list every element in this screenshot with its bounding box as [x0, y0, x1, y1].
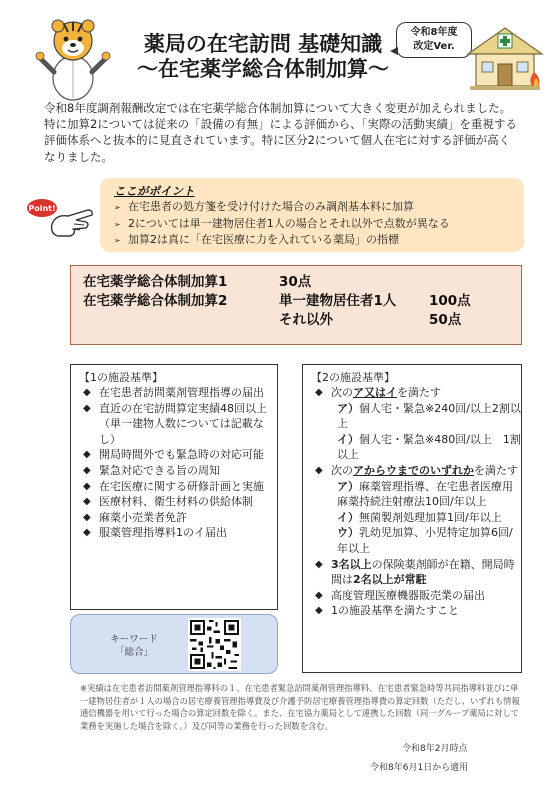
- key-points-title: ここがポイント: [114, 184, 195, 198]
- standard-item: ◆ 次のアからウまでのいずれかを満たす: [315, 463, 518, 477]
- footnote-text: ※実績は在宅患者訪問薬剤管理指導料の１、在宅患者緊急訪問薬剤管理指導料、在宅患者緊急時等共同指導料並びに単一建物居住者が１人の場合の居宅療養管理指導費及び介護予防居宅療養管理指導費の算定回数（ただし、いずれも情報通信機器を用いて行った場合の算定回数を除く。また、在宅協力薬局として連携した回数（同一グループ薬局に対して業務を実施した場合を除く。）及び同等の業務を行った回数を含む。: [80, 683, 520, 731]
- pharmacy-building-icon: [462, 22, 548, 96]
- standard-item: ◆ 開局時間外でも緊急時の対応可能: [83, 448, 264, 462]
- standard-sub-item: ア）個人宅・緊急※240回/以上2割以上: [337, 401, 521, 431]
- standard-item: ◆ 服薬管理指導料1のイ届出: [83, 526, 227, 540]
- as-of-date: 令和8年2月時点: [402, 744, 468, 754]
- key-point-item: ➢ 加算2は真に「在宅医療に力を入れている薬局」の指標: [114, 232, 524, 249]
- key-point-item: ➢ 在宅患者の処方箋を受け付けた場合のみ調剤基本料に加算: [114, 199, 524, 216]
- diamond-bullet-icon: ◆: [83, 511, 91, 523]
- effective-date: 令和8年6月1日から適用: [370, 763, 469, 773]
- keyword-box: [70, 614, 278, 674]
- diamond-bullet-icon: ◆: [83, 464, 91, 476]
- keyword-label: キーワード 「総合」: [110, 634, 158, 658]
- standard-item: ◆ 直近の在宅訪問算定実績48回以上（単一建物人数については記載なし）: [83, 401, 267, 446]
- diamond-bullet-icon: ◆: [83, 527, 91, 539]
- facility-standards-1-box: [70, 364, 278, 610]
- page-title: [118, 32, 408, 82]
- standard-sub-item: ウ）乳幼児加算、小児特定加算6回/年以上: [337, 526, 513, 555]
- diamond-bullet-icon: ◆: [83, 387, 91, 398]
- addition-2-points-other: 50点: [429, 312, 462, 328]
- addition-row-3: [83, 311, 521, 330]
- diamond-bullet-icon: ◆: [83, 480, 91, 492]
- diamond-bullet-icon: ◆: [83, 496, 91, 508]
- title-line-1: 薬局の在宅訪問 基礎知識: [143, 32, 383, 56]
- arrow-right-icon: ➢: [114, 236, 121, 245]
- badge-line-2: 改定Ver.: [413, 41, 455, 52]
- addition-2-points-single: 100点: [429, 293, 471, 309]
- standard-item: ◆ 麻薬小売業者免許: [83, 510, 187, 524]
- diamond-bullet-icon: ◆: [315, 605, 323, 617]
- diamond-bullet-icon: ◆: [83, 402, 91, 414]
- tiger-mascot-icon: [34, 14, 112, 102]
- intro-paragraph: 令和8年度調剤報酬改定では在宅薬学総合体制加算について大きく変更が加えられました。特に加算2については従来の「設備の有無」による評価から、「実際の活動実績」を重視する評価体系へと抜本的に見直されています。特に区分2について個人在宅に対する評価が高くなりました。: [44, 101, 517, 164]
- standard-item: ◆ 1の施設基準を満たすこと: [315, 604, 459, 618]
- key-point-item: ➢ 2については単一建物居住者1人の場合とそれ以外で点数が異なる: [114, 216, 524, 233]
- standard-sub-item: イ）個人宅・緊急※480回/以上 1割以上: [337, 432, 521, 462]
- standard-item: ◆ 在宅患者訪問薬剤管理指導の届出: [83, 386, 264, 399]
- addition-1-name: 在宅薬学総合体制加算1: [83, 274, 228, 290]
- standard-item: ◆ 3名以上の保険薬剤師が在籍、開局時間は2名以上が常駐: [315, 557, 515, 587]
- diamond-bullet-icon: ◆: [83, 449, 91, 461]
- standards-2-heading: 【2の施設基準】: [311, 371, 395, 384]
- addition-points-box: [70, 265, 522, 345]
- qr-code-icon[interactable]: [188, 618, 241, 671]
- diamond-bullet-icon: ◆: [315, 464, 323, 476]
- point-icon-label: Point!: [28, 204, 56, 213]
- standards-1-heading: 【1の施設基準】: [79, 371, 163, 384]
- title-line-2: ～在宅薬学総合体制加算～: [137, 57, 389, 81]
- standard-item: ◆ 在宅医療に関する研修計画と実施: [83, 479, 264, 493]
- addition-row-1: [83, 273, 521, 292]
- standard-item: ◆ 高度管理医療機器販売業の届出: [315, 588, 485, 602]
- addition-1-points: 30点: [279, 274, 312, 290]
- standard-item: ◆ 緊急対応できる旨の周知: [83, 463, 220, 477]
- version-badge: [396, 22, 472, 58]
- addition-2-condition-single: 単一建物居住者1人: [279, 293, 397, 309]
- arrow-right-icon: ➢: [114, 219, 121, 229]
- point-pointing-hand-icon: [26, 194, 96, 244]
- addition-2-condition-other: それ以外: [279, 312, 333, 328]
- diamond-bullet-icon: ◆: [315, 558, 323, 570]
- standard-sub-item: ア）麻薬管理指導、在宅患者医療用麻薬持続注射療法10回/年以上: [337, 479, 513, 509]
- addition-2-name: 在宅薬学総合体制加算2: [83, 293, 228, 309]
- diamond-bullet-icon: ◆: [315, 589, 323, 601]
- standard-item: ◆ 医療材料、衛生材料の供給体制: [83, 495, 253, 509]
- key-points-box: [100, 178, 524, 252]
- arrow-right-icon: ➢: [114, 203, 121, 212]
- standard-item: ◆ 次のア又はイを満たす: [315, 386, 441, 399]
- addition-row-2: [83, 292, 521, 311]
- standard-sub-item: イ）無菌製剤処理加算1回/年以上: [337, 510, 502, 524]
- diamond-bullet-icon: ◆: [315, 387, 323, 398]
- badge-line-1: 令和8年度: [410, 27, 458, 38]
- facility-standards-2-box: [302, 364, 522, 673]
